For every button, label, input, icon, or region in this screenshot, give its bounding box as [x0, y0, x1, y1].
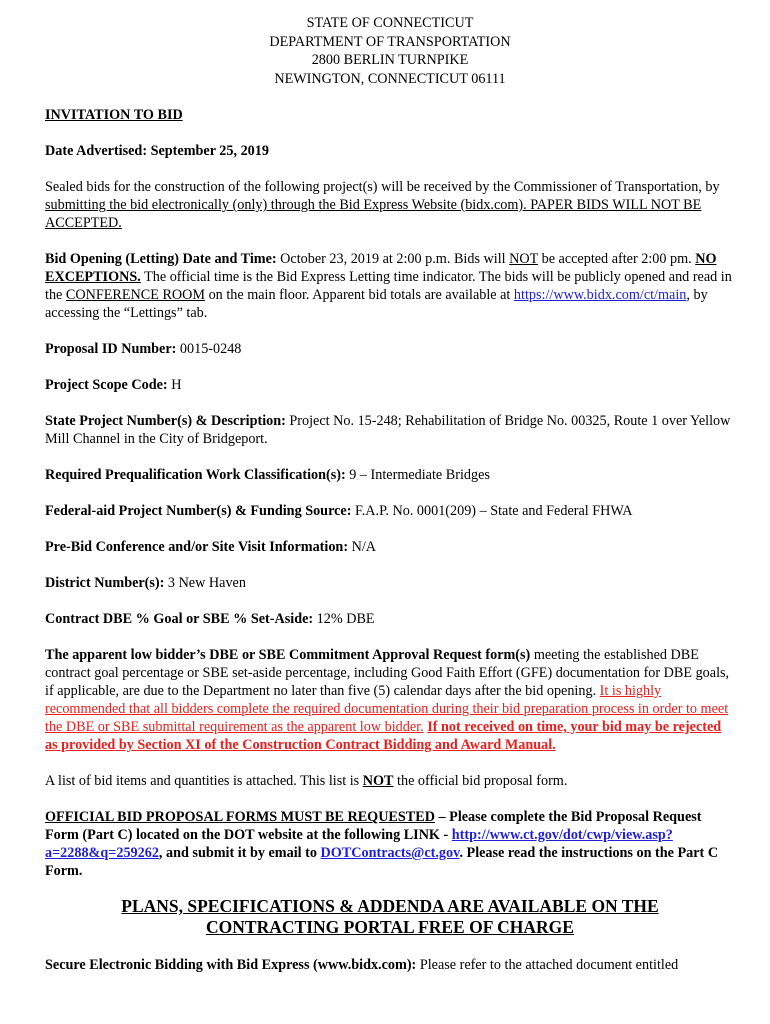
plans-notice-line: PLANS, SPECIFICATIONS & ADDENDA ARE AVAILABLE ON THE: [121, 896, 659, 916]
field-label: District Number(s):: [45, 575, 165, 591]
field-label: Proposal ID Number:: [45, 341, 177, 357]
dbe-label: The apparent low bidder’s DBE or SBE Commitment Approval Request form(s): [45, 647, 531, 663]
no-exceptions: NO EXCEPTIONS.: [45, 251, 717, 285]
document-page: [45, 14, 735, 974]
plans-notice-line: CONTRACTING PORTAL FREE OF CHARGE: [206, 917, 574, 937]
not-emphasis: NOT: [362, 773, 394, 789]
official-forms-text: – Please complete the Bid Proposal Request Form (Part C) located on the DOT website at the following LINK -: [45, 809, 702, 843]
not-emphasis: NOT: [509, 251, 539, 267]
bid-opening-label: Bid Opening (Letting) Date and Time:: [45, 251, 277, 267]
official-forms-text: , and submit it by email to: [158, 845, 321, 861]
field-row: [45, 538, 735, 556]
intro-paragraph: [45, 178, 735, 232]
header-city: NEWINGTON, CONNECTICUT 06111: [274, 70, 506, 87]
field-label: Required Prequalification Work Classification(s):: [45, 467, 346, 483]
official-forms-text: . Please read the instructions on the Part C Form.: [45, 845, 719, 879]
conference-room: CONFERENCE ROOM: [65, 287, 206, 303]
field-value: H: [167, 377, 182, 393]
header-state: STATE OF CONNECTICUT: [306, 15, 474, 31]
plans-notice: [45, 896, 735, 938]
field-label: State Project Number(s) & Description:: [45, 413, 286, 429]
part-c-form-link[interactable]: http://www.ct.gov/dot/cwp/view.asp?a=2288&q=259262: [45, 827, 673, 861]
field-value: N/A: [348, 539, 377, 555]
bid-opening-text: , by accessing the “Lettings” tab.: [45, 287, 708, 321]
dbe-recommendation: It is highly recommended that all bidders complete the required documentation during their bid preparation process in order to meet the DBE or SBE submittal requirement as the apparent low bidder.: [45, 683, 729, 735]
bid-opening-text: be accepted after 2:00 pm.: [538, 251, 696, 267]
field-value: 0015-0248: [176, 341, 242, 357]
field-label: Pre-Bid Conference and/or Site Visit Information:: [45, 539, 349, 555]
field-label: Federal-aid Project Number(s) & Funding Source:: [45, 503, 352, 519]
intro-underlined: submitting the bid electronically (only) through the Bid Express Website (bidx.com). PAPER BIDS WILL NOT BE ACCEPTED.: [45, 197, 702, 231]
header-street: 2800 BERLIN TURNPIKE: [311, 52, 469, 68]
field-value: Project No. 15-248; Rehabilitation of Bridge No. 00325, Route 1 over Yellow Mill Channel in the City of Bridgeport.: [45, 413, 731, 447]
bid-items-paragraph: [45, 772, 735, 790]
field-label: Project Scope Code:: [45, 377, 168, 393]
bid-opening-text: October 23, 2019 at 2:00 p.m. Bids will: [276, 251, 510, 267]
field-row: [45, 502, 735, 520]
document-title: INVITATION TO BID: [45, 107, 183, 123]
field-row: [45, 340, 735, 358]
secure-bidding-paragraph: [45, 956, 735, 974]
secure-bidding-label: Secure Electronic Bidding with Bid Express (www.bidx.com):: [45, 957, 417, 973]
bid-opening-text: The official time is the Bid Express Letting time indicator. The bids will be publicly opened and read in the: [45, 269, 732, 303]
dbe-warning: If not received on time, your bid may be rejected as provided by Section XI of the Construction Contract Bidding and Award Manual.: [45, 719, 722, 753]
dot-contracts-email-link[interactable]: DOTContracts@ct.gov: [320, 845, 460, 861]
bid-opening-paragraph: [45, 250, 735, 322]
field-value: 12% DBE: [313, 611, 375, 627]
field-value: 9 – Intermediate Bridges: [345, 467, 490, 483]
official-forms-paragraph: [45, 808, 735, 880]
field-row: [45, 466, 735, 484]
secure-bidding-text: Please refer to the attached document entitled: [416, 957, 679, 973]
field-label: Contract DBE % Goal or SBE % Set-Aside:: [45, 611, 314, 627]
field-row: [45, 376, 735, 394]
date-advertised: Date Advertised: September 25, 2019: [45, 143, 269, 159]
agency-header: [45, 14, 735, 88]
field-row: [45, 610, 735, 628]
field-row: [45, 412, 735, 448]
field-value: F.A.P. No. 0001(209) – State and Federal FHWA: [351, 503, 633, 519]
official-forms-heading: OFFICIAL BID PROPOSAL FORMS MUST BE REQUESTED: [45, 809, 435, 825]
dbe-paragraph: [45, 646, 735, 754]
intro-text: Sealed bids for the construction of the following project(s) will be received by the Commissioner of Transportation, by: [45, 179, 720, 195]
bid-items-text: the official bid proposal form.: [393, 773, 568, 789]
bid-items-text: A list of bid items and quantities is attached. This list is: [45, 773, 363, 789]
field-row: [45, 574, 735, 592]
project-fields: [45, 340, 735, 628]
bidx-lettings-link[interactable]: https://www.bidx.com/ct/main: [513, 287, 687, 303]
bid-opening-text: on the main floor. Apparent bid totals are available at: [205, 287, 514, 303]
header-department: DEPARTMENT OF TRANSPORTATION: [269, 33, 511, 50]
field-value: 3 New Haven: [164, 575, 246, 591]
dbe-text: meeting the established DBE contract goal percentage or SBE set-aside percentage, including Good Faith Effort (GFE) documentation for DBE goals, if applicable, are due to the Department no later than five (5) calendar days after the bid opening.: [45, 647, 730, 699]
